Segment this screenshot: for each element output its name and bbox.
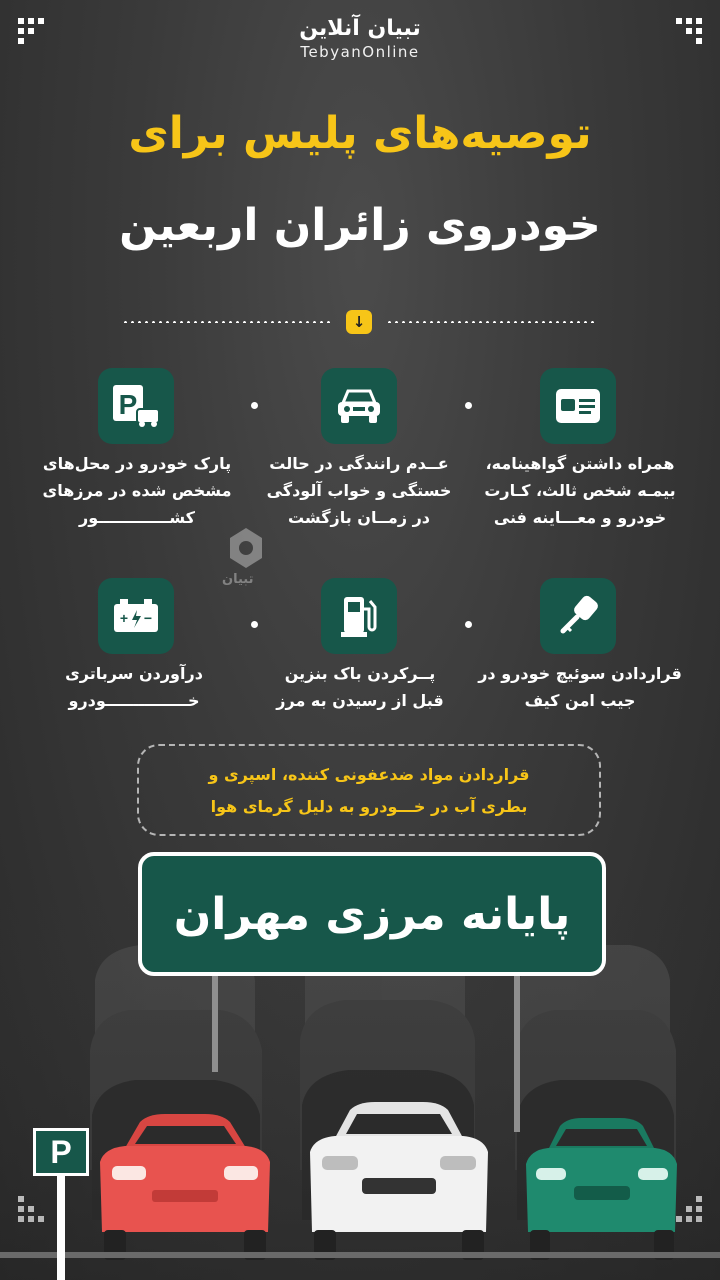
svg-text:−: −: [143, 610, 153, 626]
section-divider: [122, 310, 598, 334]
sign-post-right: [514, 952, 520, 1132]
arrow-down-icon: ↓: [346, 310, 372, 334]
tip-text: درآوردن سرباتری خـــــــــــــــودرو: [65, 664, 203, 710]
tip-text: قراردادن سوئیچ خودرو در جیب امن کیف: [478, 664, 682, 710]
separator-dot: [465, 621, 472, 628]
tip-text: پارک خودرو در محل‌های مشخص شده در مرزهای کشـــــــــــــور: [42, 454, 232, 527]
separator-dot: [465, 402, 472, 409]
car-key-icon: [540, 578, 616, 654]
car-front-icon: [321, 368, 397, 444]
notice-line1: قراردادن مواد ضدعفونی کننده، اسپری و: [208, 765, 530, 784]
notice-line2: بطری آب در خـــودرو به دلیل گرمای هوا: [210, 797, 528, 816]
car-battery-icon: [98, 578, 174, 654]
separator-dot: [251, 402, 258, 409]
notice-box: [137, 744, 601, 836]
dotted-line-left: [122, 321, 332, 323]
parking-sign: P: [33, 1128, 89, 1176]
tip-text: پــرکردن باک بنزین قبل از رسیدن به مرز: [276, 664, 444, 710]
page-title-line2: خودروی زائران اربعین: [119, 200, 601, 251]
parking-icon: [98, 368, 174, 444]
brand-name-fa: تبیان آنلاین: [299, 16, 421, 41]
fuel-pump-icon: [321, 578, 397, 654]
tip-text: عــدم رانندگی در حالت خستگی و خواب آلودگی در زمــان بازگشت: [266, 454, 452, 527]
dotted-line-right: [386, 321, 596, 323]
page-title-line1: توصیه‌های پلیس برای: [128, 108, 592, 159]
border-terminal-sign: [138, 852, 606, 976]
license-card-icon: [540, 368, 616, 444]
brand-logo: [0, 16, 720, 61]
brand-name-en: TebyanOnline: [300, 43, 420, 61]
border-terminal-sign-text: پایانه مرزی مهران: [173, 888, 571, 940]
brand-watermark: [216, 526, 276, 596]
svg-text:+: +: [119, 610, 129, 626]
tip-text: همراه داشتن گواهینامه، بیمـه شخص ثالث، کـارت خودرو و معـــاینه فنی: [484, 454, 676, 527]
separator-dot: [251, 621, 258, 628]
watermark-text: تبیان: [222, 572, 254, 587]
parking-sign-post: [57, 1176, 65, 1280]
svg-text:P: P: [118, 389, 138, 420]
